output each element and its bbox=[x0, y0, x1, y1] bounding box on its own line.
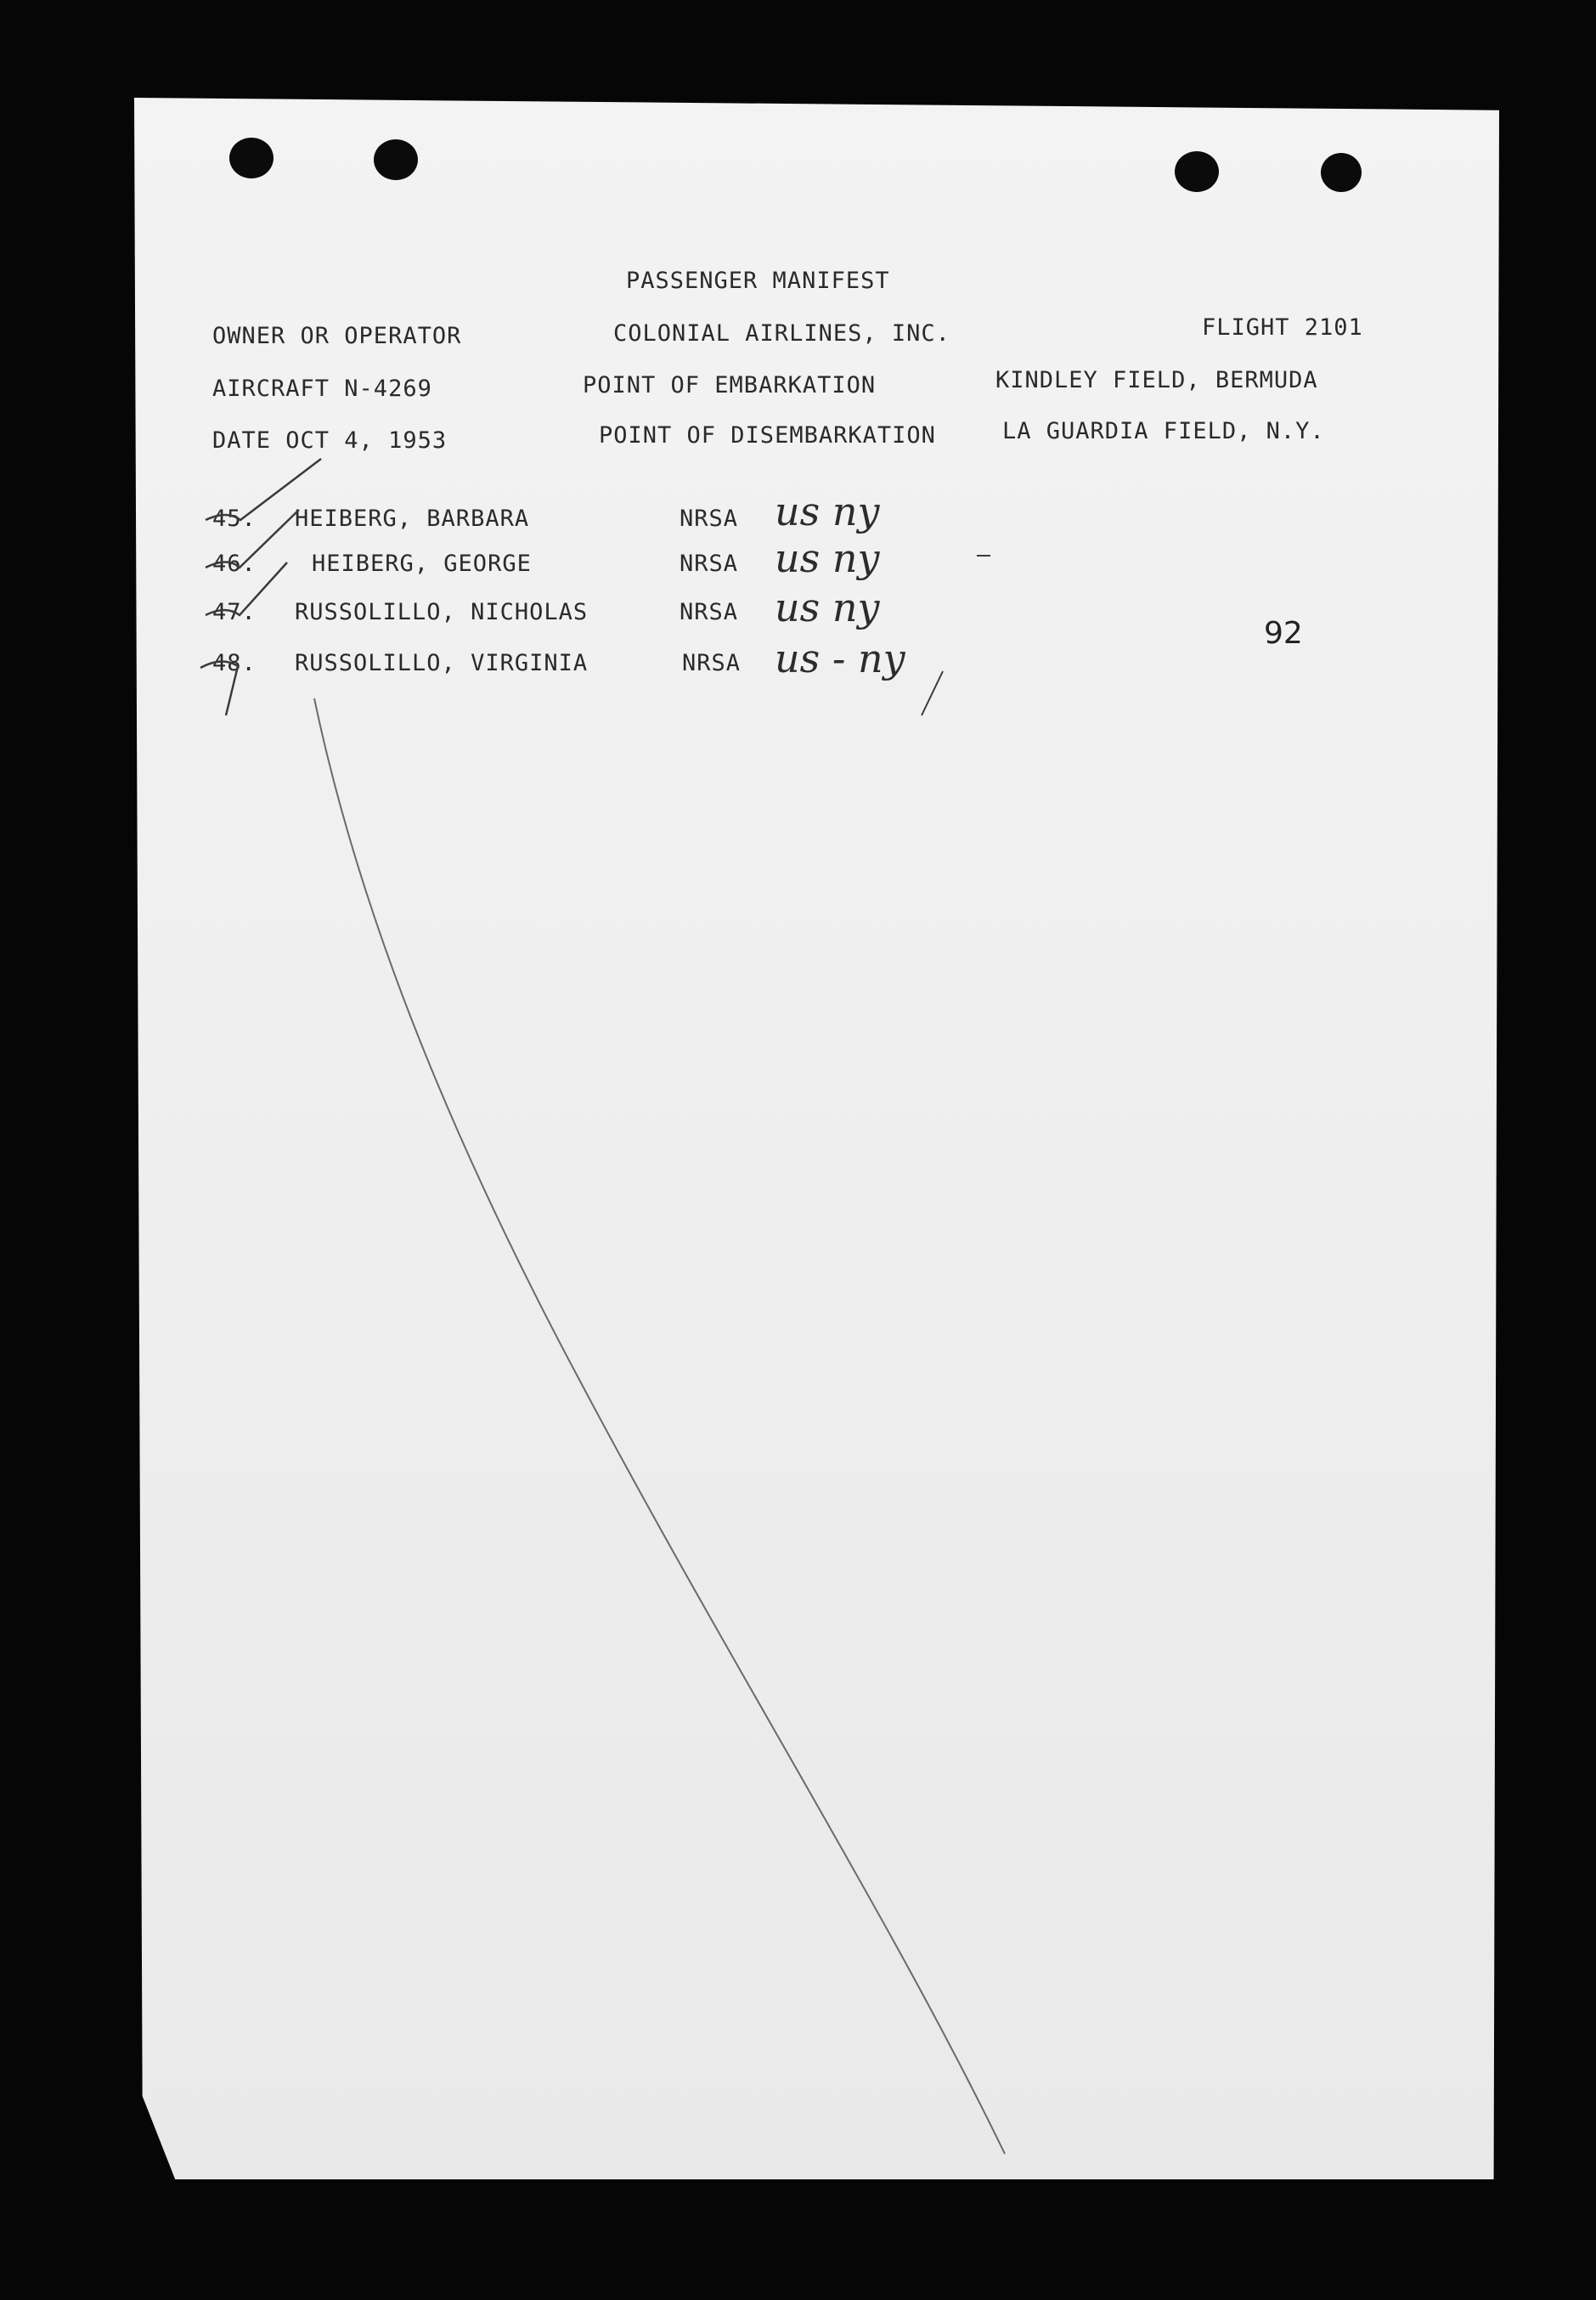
punch-hole-right-2 bbox=[1321, 153, 1362, 192]
disembarkation-value: LA GUARDIA FIELD, N.Y. bbox=[1002, 418, 1325, 444]
disembarkation-label: POINT OF DISEMBARKATION bbox=[599, 422, 936, 449]
embarkation-label: POINT OF EMBARKATION bbox=[583, 372, 877, 398]
page-number: 92 bbox=[1264, 616, 1303, 651]
passenger-status: NRSA bbox=[680, 551, 739, 577]
passenger-name: RUSSOLILLO, NICHOLAS bbox=[295, 599, 589, 625]
passenger-name: RUSSOLILLO, VIRGINIA bbox=[295, 650, 589, 676]
passenger-status: NRSA bbox=[680, 506, 739, 532]
manifest-title: PASSENGER MANIFEST bbox=[626, 268, 890, 294]
punch-hole-right-1 bbox=[1175, 151, 1219, 192]
passenger-name: HEIBERG, GEORGE bbox=[312, 551, 532, 577]
owner-value: COLONIAL AIRLINES, INC. bbox=[613, 320, 950, 347]
passenger-number: 47. bbox=[212, 599, 257, 625]
passenger-status: NRSA bbox=[680, 599, 739, 625]
passenger-number: 46. bbox=[212, 551, 257, 577]
handwritten-note: us ny bbox=[775, 489, 880, 534]
handwritten-note: us - ny bbox=[775, 636, 905, 681]
handwritten-note: us ny bbox=[775, 585, 880, 630]
aircraft-number: AIRCRAFT N-4269 bbox=[212, 376, 432, 402]
manifest-page bbox=[134, 98, 1499, 2179]
embarkation-value: KINDLEY FIELD, BERMUDA bbox=[995, 367, 1318, 393]
passenger-number: 48. bbox=[212, 650, 257, 676]
flight-number: FLIGHT 2101 bbox=[1202, 314, 1363, 341]
punch-hole-left-1 bbox=[229, 138, 274, 178]
handwritten-note: us ny bbox=[775, 535, 880, 581]
manifest-date: DATE OCT 4, 1953 bbox=[212, 427, 448, 454]
punch-hole-left-2 bbox=[374, 139, 418, 180]
passenger-number: 45. bbox=[212, 506, 257, 532]
passenger-name: HEIBERG, BARBARA bbox=[295, 506, 530, 532]
passenger-status: NRSA bbox=[682, 650, 742, 676]
owner-label: OWNER OR OPERATOR bbox=[212, 323, 462, 349]
